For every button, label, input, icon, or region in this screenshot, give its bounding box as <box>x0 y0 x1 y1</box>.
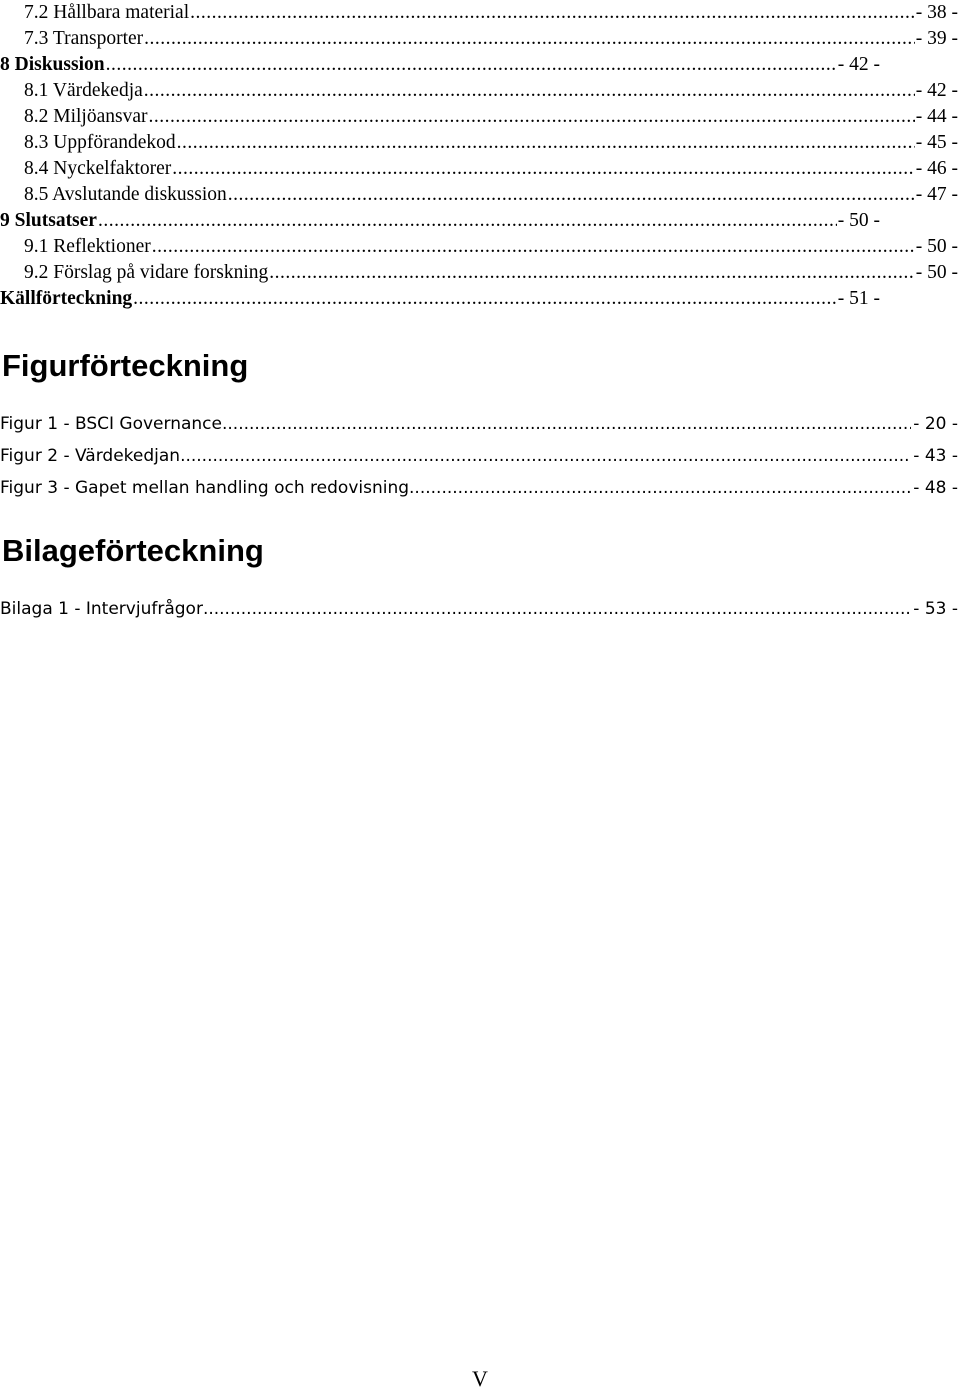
toc-entry-title: 8.5 Avslutande diskussion <box>24 184 227 205</box>
toc-leader-dots <box>222 410 911 438</box>
toc-entry-title: 8 Diskussion <box>0 54 105 75</box>
toc-leader-dots <box>152 234 915 260</box>
toc-entry-page: - 47 - <box>915 184 958 205</box>
toc-entry[interactable] <box>0 104 960 130</box>
figure-entry-page: - 20 - <box>913 414 958 434</box>
toc-leader-dots <box>148 104 914 130</box>
toc-entry[interactable] <box>0 260 960 286</box>
toc-entry-page: - 45 - <box>915 132 958 153</box>
toc-leader-dots <box>98 208 837 234</box>
toc-entry-title: 7.2 Hållbara material <box>24 2 190 23</box>
table-of-contents <box>0 0 960 312</box>
toc-entry[interactable] <box>0 26 960 52</box>
toc-leader-dots <box>133 286 837 312</box>
toc-entry-page: - 44 - <box>915 106 958 127</box>
toc-entry-title: 8.1 Värdekedja <box>24 80 143 101</box>
toc-entry-title: 8.2 Miljöansvar <box>24 106 148 127</box>
toc-leader-dots <box>144 78 915 104</box>
toc-entry[interactable] <box>0 130 960 156</box>
toc-entry-page: - 42 - <box>915 80 958 101</box>
toc-entry-title: 9 Slutsatser <box>0 210 97 231</box>
toc-entry-page: - 50 - <box>915 262 958 283</box>
toc-entry-page: - 50 - <box>915 236 958 257</box>
toc-entry[interactable] <box>0 208 960 234</box>
toc-entry-title: 9.2 Förslag på vidare forskning <box>24 262 269 283</box>
toc-leader-dots <box>180 442 911 470</box>
toc-leader-dots <box>172 156 914 182</box>
toc-leader-dots <box>177 130 915 156</box>
toc-leader-dots <box>409 474 911 502</box>
toc-leader-dots <box>106 52 837 78</box>
appendix-entry[interactable] <box>0 595 958 623</box>
toc-leader-dots <box>190 0 915 26</box>
toc-entry[interactable] <box>0 0 960 26</box>
appendix-list-heading: Bilageförteckning <box>2 533 264 568</box>
figure-entry-title: Figur 3 - Gapet mellan handling och redovisning <box>0 478 410 498</box>
toc-entry[interactable] <box>0 286 960 312</box>
figure-list-heading: Figurförteckning <box>2 348 249 383</box>
figure-entry-page: - 48 - <box>913 478 958 498</box>
toc-entry[interactable] <box>0 182 960 208</box>
toc-entry-title: 9.1 Reflektioner <box>24 236 151 257</box>
toc-leader-dots <box>269 260 915 286</box>
appendix-entry-title: Bilaga 1 - Intervjufrågor <box>0 599 203 619</box>
page-number: V <box>472 1366 488 1391</box>
figure-entry-page: - 43 - <box>913 446 958 466</box>
toc-entry-title: Källförteckning <box>0 288 133 309</box>
toc-leader-dots <box>144 26 915 52</box>
toc-entry-page: - 39 - <box>915 28 958 49</box>
toc-entry-page: - 46 - <box>915 158 958 179</box>
figure-entry-title: Figur 2 - Värdekedjan <box>0 446 181 466</box>
toc-entry-page: - 38 - <box>915 2 958 23</box>
toc-entry-page: - 42 - <box>837 54 880 75</box>
figure-entry[interactable] <box>0 410 958 438</box>
figure-entry-title: Figur 1 - BSCI Governance <box>0 414 222 434</box>
figure-entry[interactable] <box>0 442 958 470</box>
appendix-entry-page: - 53 - <box>913 599 958 619</box>
toc-leader-dots <box>203 595 911 623</box>
toc-entry[interactable] <box>0 52 960 78</box>
toc-entry[interactable] <box>0 156 960 182</box>
toc-entry-title: 8.4 Nyckelfaktorer <box>24 158 172 179</box>
toc-entry-page: - 51 - <box>837 288 880 309</box>
figure-entry[interactable] <box>0 474 958 502</box>
toc-entry[interactable] <box>0 234 960 260</box>
toc-leader-dots <box>228 182 915 208</box>
toc-entry[interactable] <box>0 78 960 104</box>
toc-entry-title: 8.3 Uppförandekod <box>24 132 176 153</box>
toc-entry-page: - 50 - <box>837 210 880 231</box>
toc-entry-title: 7.3 Transporter <box>24 28 144 49</box>
